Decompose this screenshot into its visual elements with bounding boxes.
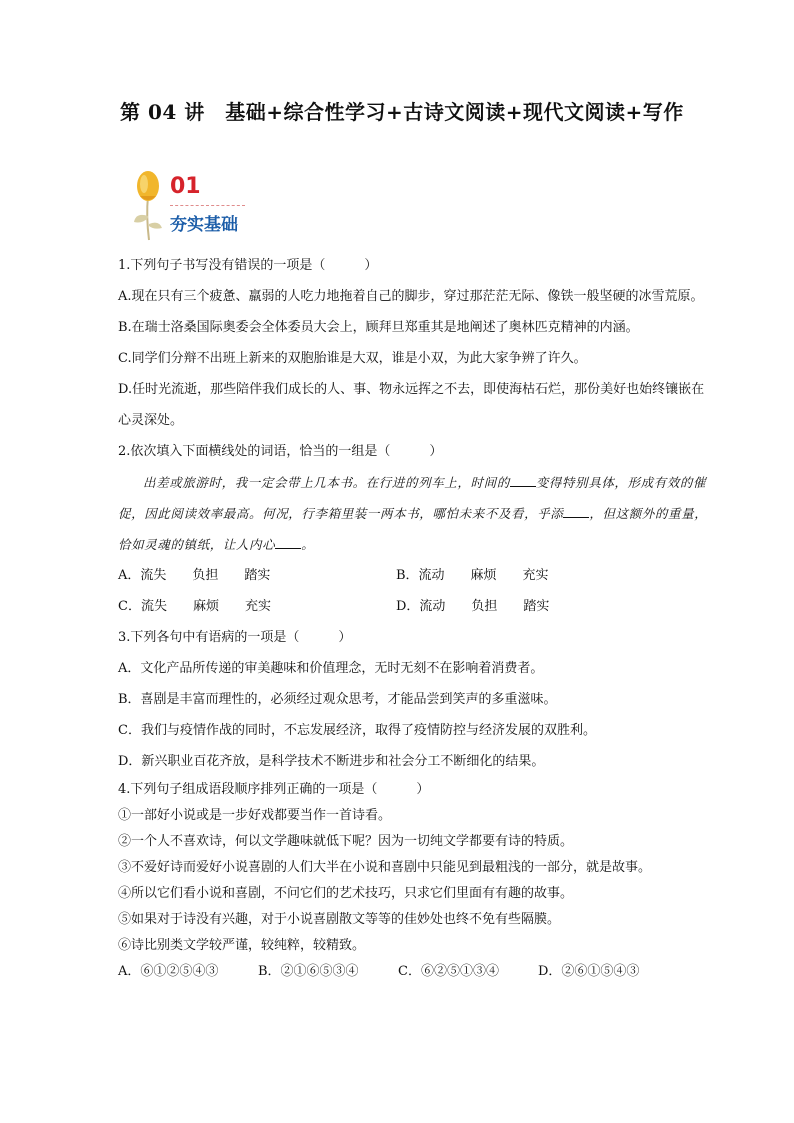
q1-option-c: C.同学们分辩不出班上新来的双胞胎谁是大双，谁是小双，为此大家争辨了许久。	[118, 351, 587, 366]
q2-option-b: B．流动 麻烦 充实	[396, 568, 549, 583]
page-title: 第 04 讲 基础+综合性学习+古诗文阅读+现代文阅读+写作	[120, 100, 684, 124]
q4-option-b: B．②①⑥⑤③④	[258, 964, 359, 979]
q4-sentence-5: ⑤如果对于诗没有兴趣，对于小说喜剧散文等等的佳妙处也终不免有些隔膜。	[118, 912, 561, 927]
q3-option-b: B．喜剧是丰富而理性的，必须经过观众思考，才能品尝到笑声的多重滋味。	[118, 692, 557, 707]
q2-option-d: D．流动 负担 踏实	[396, 599, 550, 614]
flower-bud-icon	[128, 166, 168, 241]
question-content	[118, 250, 712, 985]
q3-option-c: C．我们与疫情作战的同时，不忘发展经济，取得了疫情防控与经济发展的双胜利。	[118, 723, 596, 738]
q2-stem: 2.依次填入下面横线处的词语，恰当的一组是（ ）	[118, 444, 443, 459]
section-divider	[170, 205, 245, 207]
q1-option-a: A.现在只有三个疲惫、羸弱的人吃力地拖着自己的脚步，穿过那茫茫无际、像铁一般坚硬的冰雪荒原。	[118, 289, 704, 304]
section-label: 夯实基础	[170, 215, 238, 235]
q4-sentence-2: ②一个人不喜欢诗，何以文学趣味就低下呢？因为一切纯文学都要有诗的特质。	[118, 834, 574, 849]
q4-option-c: C．⑥②⑤①③④	[398, 964, 499, 979]
q4-options-row	[118, 959, 712, 985]
passage-part-1: 出差或旅游时，我一定会带上几本书。在行进的列车上，时间的	[143, 475, 510, 490]
q4-option-d: D．②⑥①⑤④③	[538, 964, 640, 979]
q1-option-b: B.在瑞士洛桑国际奥委会全体委员大会上，顾拜旦郑重其是地阐述了奥林匹克精神的内涵。	[118, 320, 639, 335]
passage-part-2: 变得特别具体，形成有效的催促，因此阅读效率最高。何况，行李箱里装一两本书，哪怕未来不及看，乎添	[118, 475, 707, 521]
q3-option-d: D．新兴职业百花齐放，是科学技术不断进步和社会分工不断细化的结果。	[118, 754, 545, 769]
q2-passage	[118, 467, 712, 560]
q4-sentence-6: ⑥诗比别类文学较严谨，较纯粹，较精致。	[118, 938, 366, 953]
q4-sentence-3: ③不爱好诗而爱好小说喜剧的人们大半在小说和喜剧中只能见到最粗浅的一部分，就是故事。	[118, 860, 652, 875]
answer-blank	[510, 472, 536, 487]
section-number: 01	[170, 174, 201, 199]
q1-option-d: D.任时光流逝，那些陪伴我们成长的人、事、物永远挥之不去，即使海枯石烂，那份美好也始终镶嵌在心灵深处。	[118, 382, 705, 428]
q3-stem: 3.下列各句中有语病的一项是（ ）	[118, 630, 352, 645]
passage-part-3: ，但这额外的重量，恰如灵魂的镇纸，让人内心	[118, 506, 708, 552]
q3-option-a: A．文化产品所传递的审美趣味和价值理念，无时无刻不在影响着消费者。	[118, 661, 544, 676]
q4-sentence-4: ④所以它们看小说和喜剧，不问它们的艺术技巧，只求它们里面有有趣的故事。	[118, 886, 574, 901]
q2-option-c: C．流失 麻烦 充实	[118, 599, 271, 614]
answer-blank	[563, 503, 589, 518]
q4-option-a: A．⑥①②⑤④③	[118, 964, 219, 979]
q2-options-row	[118, 591, 712, 622]
section-badge	[128, 166, 268, 241]
q4-sentence-1: ①一部好小说或是一步好戏都要当作一首诗看。	[118, 808, 392, 823]
q2-option-a: A．流失 负担 踏实	[118, 568, 271, 583]
q4-stem: 4.下列句子组成语段顺序排列正确的一项是（ ）	[118, 782, 430, 797]
passage-part-4: 。	[301, 537, 315, 552]
answer-blank	[275, 534, 301, 549]
q1-stem: 1.下列句子书写没有错误的一项是（ ）	[118, 258, 378, 273]
q2-options-row	[118, 560, 712, 591]
